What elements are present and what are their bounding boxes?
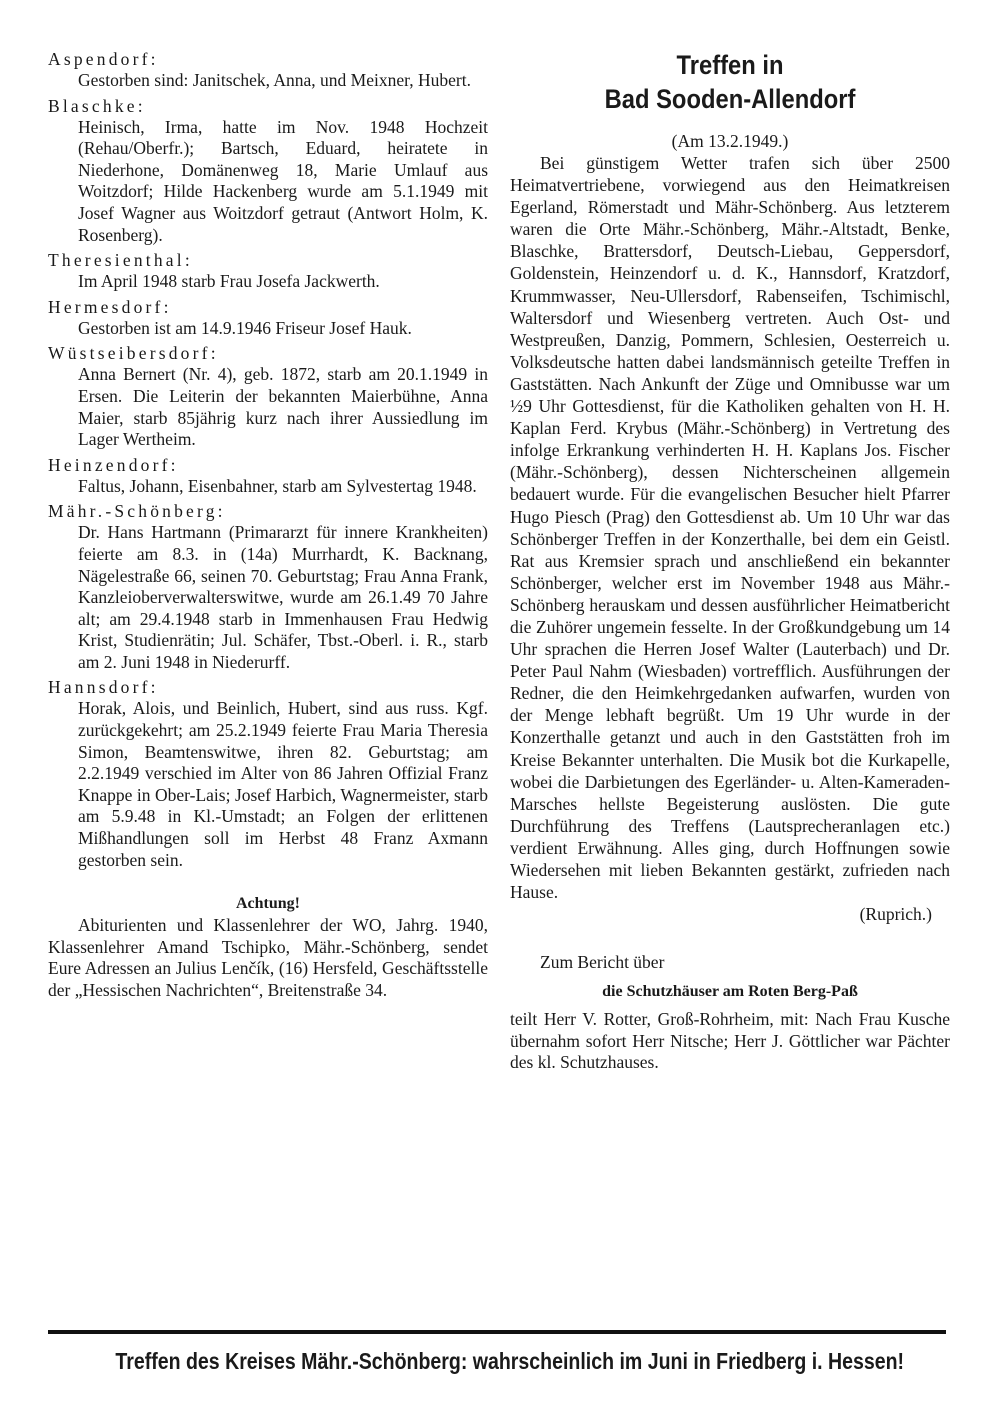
- achtung-text: Abiturienten und Klassenlehrer der WO, Jahrg. 1940, Klassenlehrer Amand Tschipko, Mähr.-Schönberg, sendet Eure Adressen an Julius Lenčík, (16) Hersfeld, Geschäftsstelle der „Hessischen Nachrichten“, Breitenstraße 34.: [48, 915, 488, 1000]
- place-name: Theresienthal:: [48, 250, 193, 271]
- schutz-heading: die Schutzhäuser am Roten Berg-Paß: [602, 983, 858, 1001]
- entry-hermesdorf: [48, 296, 488, 340]
- schutz-intro: Zum Bericht über: [540, 952, 665, 973]
- article-title-line1: Treffen in: [676, 50, 784, 80]
- article-body: Bei günstigem Wetter trafen sich über 2500 Heimatvertriebene, vorwiegend aus den Heimatkreisen Egerland, Römerstadt und Mähr-Schönberg. Aus letzterem waren die Orte Mähr.-Schönberg, Mähr.-Altstadt, Benke, Blaschke, Brattersdorf, Deutsch-Liebau, Geppersdorf, Goldenstein, Heinzendorf u. d. K., Hannsdorf, Kratzdorf, Krummwasser, Neu-Ullersdorf, Rabenseifen, Tschimischl, Waltersdorf und Wiesenberg vertreten. Auch Ost- und Westpreußen, Danzig, Pommern, Schlesien, Oesterreich u. Volksdeutsche hatten dabei landsmännisch geteilte Treffen in Gaststätten. Nach Ankunft der Züge und Omnibusse war um ½9 Uhr Gottesdienst, für die Katholiken gehalten von H. H. Kaplan Ferd. Krybus (Mähr.-Schönberg) in Vertretung des infolge Erkrankung verhinderten H. H. Kaplans Jos. Fischer (Mähr.-Schönberg), dessen Nichterscheinen allgemein bedauert wurde. Für die evangelischen Besucher hielt Pfarrer Hugo Piesch (Prag) den Gottesdienst ab. Um 10 Uhr war das Schönberger Treffen in der Konzerthalle, bei dem ein Geistl. Rat aus Kremsier sprach und anschließend ein bekannter Schönberger, welcher erst im November 1948 aus Mähr.-Schönberg herauskam und dessen ausführlicher Heimatbericht die Zuhörer ungemein fesselte. In der Großkundgebung um 14 Uhr sprachen die Herren Josef Walter (Lauterbach) und Dr. Peter Paul Nahm (Wiesbaden) vortrefflich. Ausführungen der Redner, die den Heimkehrgedanken aufwarfen, wurden von der Menge lebhaft begrüßt. Um 19 Uhr wurde in der Konzerthalle getanzt und auch in den Gaststätten froh im Kreise Bekannter unterhalten. Die Musik bot die Kurkapelle, wobei die Darbietungen des Egerländer- u. Alten-Kameraden-Marsches hellste Begeisterung auslösten. Die gute Durchführung des Treffens (Lautsprecheranlagen etc.) verdient Erwähnung. Alles ging, durch Hoffnungen sowie Wiedersehen mit lieben Bekannten gestärkt, zufrieden nach Hause.: [510, 153, 950, 903]
- entry-text: Gestorben sind: Janitschek, Anna, und Meixner, Hubert.: [78, 70, 471, 90]
- place-name: Heinzendorf:: [48, 454, 179, 475]
- entry-maehr-schoenberg: [48, 500, 488, 673]
- entry-text: Anna Bernert (Nr. 4), geb. 1872, starb am 20.1.1949 in Ersen. Die Leiterin der bekannten Maierbühne, Anna Maier, starb 85jährig kurz nach ihrer Aussiedlung im Lager Wertheim.: [78, 364, 488, 450]
- achtung-notice: [48, 893, 488, 1001]
- place-name: Wüstseibersdorf:: [48, 343, 219, 364]
- horizontal-rule: [48, 1330, 946, 1334]
- right-column: [510, 48, 950, 1074]
- entry-text: Faltus, Johann, Eisenbahner, starb am Sylvestertag 1948.: [78, 475, 477, 496]
- schutz-text: teilt Herr V. Rotter, Groß-Rohrheim, mit: Nach Frau Kusche übernahm sofort Herr Nitsche; Herr J. Göttlicher war Pächter des kl. Schutzhauses.: [510, 1009, 950, 1073]
- place-name: Aspendorf:: [48, 49, 159, 69]
- article-title-line2: Bad Sooden-Allendorf: [604, 84, 856, 114]
- entry-text: Horak, Alois, und Beinlich, Hubert, sind aus russ. Kgf. zurückgekehrt; am 25.2.1949 feierte Frau Maria Theresia Simon, Beamtenswitwe, ihren 82. Geburtstag; am 2.2.1949 verschied im Alter von 86 Jahren Offizial Franz Knappe in Ober-Lais; Josef Harbich, Wagnermeister, starb am 5.9.48 in Kl.-Umstadt; an Folgen der erlittenen Mißhandlungen soll im Herbst 48 Franz Axmann gestorben sein.: [78, 698, 488, 870]
- place-name: Hermesdorf:: [48, 296, 172, 317]
- article-date: (Am 13.2.1949.): [671, 131, 789, 151]
- entry-hannsdorf: [48, 676, 488, 871]
- achtung-heading: Achtung!: [235, 895, 300, 913]
- place-name: Mähr.-Schönberg:: [48, 501, 226, 522]
- entry-text: Heinisch, Irma, hatte im Nov. 1948 Hochzeit (Rehau/Oberfr.); Bartsch, Eduard, heiratete in Niederhone, Domänenweg 18, Marie Umlauf aus Woitzdorf; Hilde Hackenberg wurde am 5.1.1949 mit Josef Wagner aus Woitzdorf getraut (Antwort Holm, K. Rosenberg).: [78, 116, 488, 245]
- entry-blaschke: [48, 95, 488, 247]
- entry-wuestseibersdorf: [48, 342, 488, 450]
- entry-text: Dr. Hans Hartmann (Primararzt für innere Krankheiten) feierte am 8.3. in (14a) Murrhardt, K. Backnang, Nägelestraße 66, seinen 70. Geburtstag; Frau Anna Frank, Kanzleioberverwalterswitwe, wurde am 26.1.49 70 Jahre alt; am 29.4.1948 starb in Immenhausen Frau Hedwig Krist, Studienrätin; Jul. Schäfer, Tbst.-Oberl. i. R., starb am 2. Juni 1948 in Niederurff.: [78, 522, 488, 672]
- place-name: Hannsdorf:: [48, 677, 159, 698]
- entry-text: Im April 1948 starb Frau Josefa Jackwerth.: [78, 271, 380, 292]
- entry-heinzendorf: [48, 454, 488, 498]
- entry-theresienthal: [48, 249, 488, 293]
- bottom-banner: Treffen des Kreises Mähr.-Schönberg: wahrscheinlich im Juni in Friedberg i. Hessen!: [115, 1348, 905, 1374]
- entry-text: Gestorben ist am 14.9.1946 Friseur Josef Hauk.: [78, 317, 412, 338]
- article-author: (Ruprich.): [859, 904, 932, 925]
- entry-aspendorf: [48, 48, 488, 92]
- left-column: [48, 48, 488, 1002]
- place-name: Blaschke:: [48, 95, 146, 116]
- article-title: [510, 48, 950, 116]
